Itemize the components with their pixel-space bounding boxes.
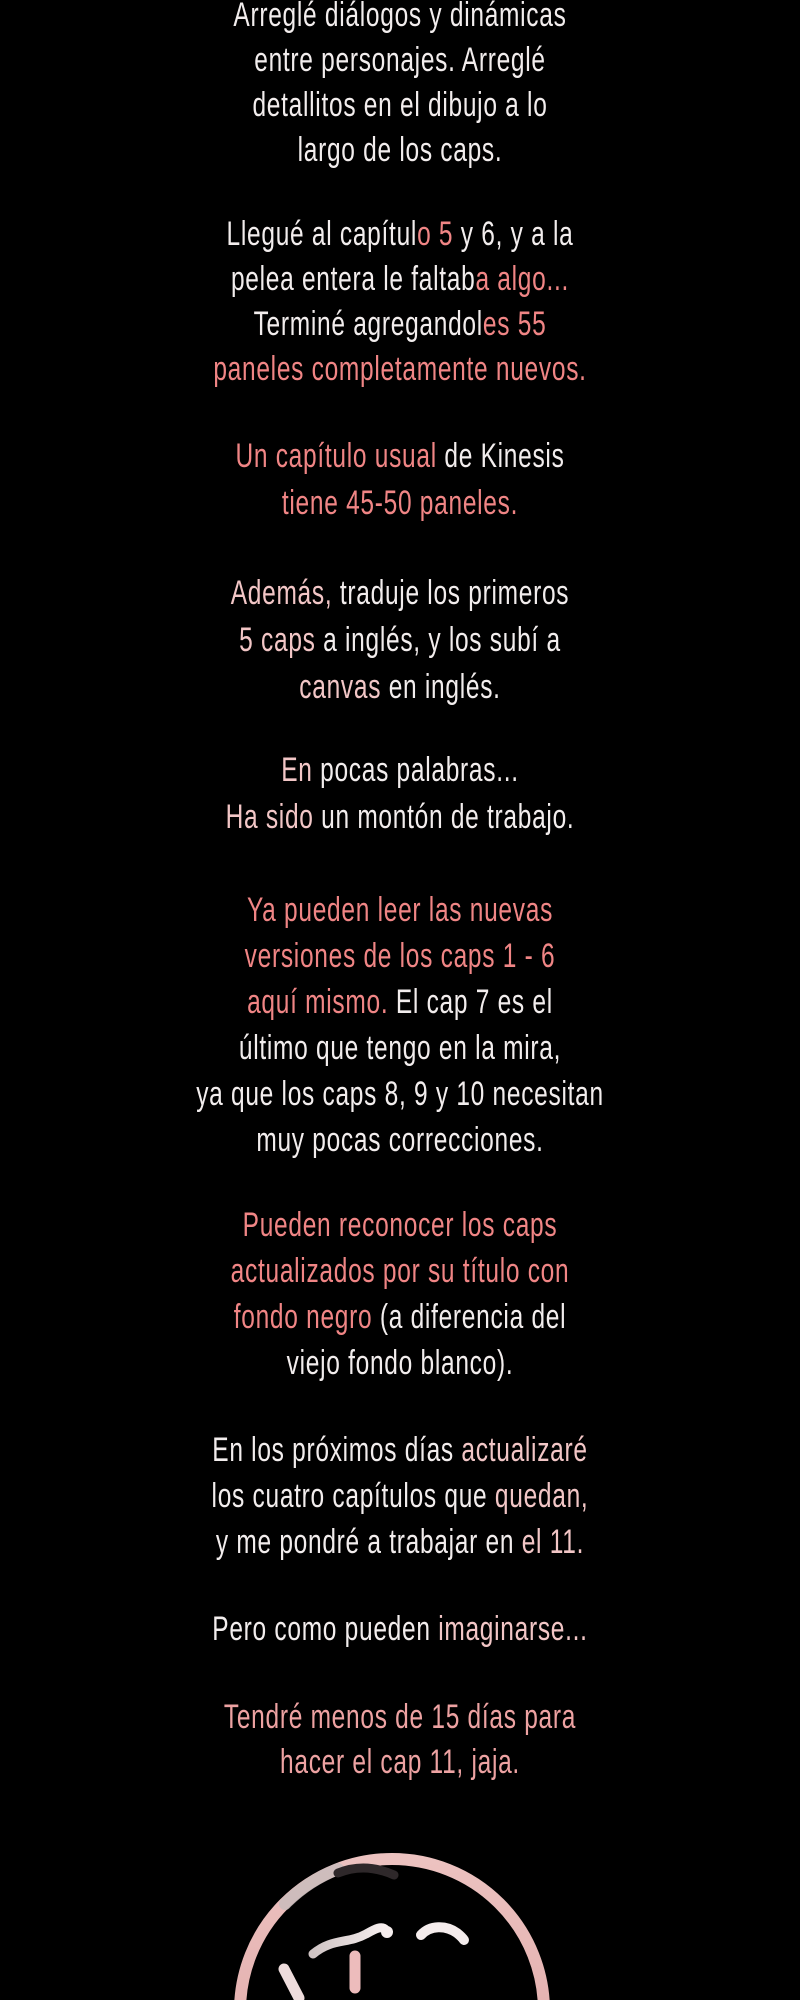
highlight-run: tiene 45-50 paneles. bbox=[281, 484, 519, 522]
text-run: El cap 7 es el bbox=[388, 983, 553, 1021]
text-run: Llegué al capítul bbox=[226, 215, 418, 253]
text-run: entre personajes. Arreglé bbox=[254, 41, 546, 79]
text-run: largo de los caps. bbox=[297, 131, 503, 169]
highlight-run: Un capítulo usual bbox=[235, 437, 437, 475]
highlight-run: actualizados por su título con bbox=[230, 1252, 570, 1290]
highlight-run: el 11. bbox=[521, 1523, 585, 1561]
text-run: y 6, y a la bbox=[453, 215, 574, 253]
text-run: muy pocas correcciones. bbox=[256, 1121, 544, 1159]
text-run: en inglés. bbox=[381, 668, 501, 706]
text-line bbox=[112, 1340, 688, 1386]
text-line bbox=[112, 1695, 688, 1740]
highlight-run: Ya pueden leer las nuevas bbox=[246, 891, 554, 929]
left-eyebrow-dot bbox=[381, 1926, 393, 1938]
highlight-run: a algo... bbox=[475, 260, 570, 298]
text-run: Terminé agregandol bbox=[253, 305, 483, 343]
text-line bbox=[112, 1071, 688, 1117]
text-line bbox=[112, 83, 688, 128]
text-line bbox=[112, 128, 688, 173]
text-run: ya que los caps 8, 9 y 10 necesitan bbox=[196, 1075, 604, 1113]
text-run: los cuatro capítulos que bbox=[211, 1477, 495, 1515]
paragraph-usual-chapter bbox=[112, 433, 688, 527]
text-run: de Kinesis bbox=[436, 437, 565, 475]
worried-face-illustration bbox=[180, 1845, 600, 2000]
text-line bbox=[112, 1473, 688, 1519]
text-line bbox=[112, 0, 688, 38]
text-line bbox=[112, 794, 688, 841]
paragraph-next-days bbox=[112, 1427, 688, 1565]
text-line bbox=[112, 747, 688, 794]
highlight-run: Tendré menos de 15 días para bbox=[223, 1698, 577, 1736]
text-run: pelea entera le faltab bbox=[230, 260, 476, 298]
text-line bbox=[112, 617, 688, 664]
text-line bbox=[112, 38, 688, 83]
paragraph-chapters-5-6 bbox=[112, 212, 688, 392]
highlight-run: Además, bbox=[230, 574, 333, 612]
text-line bbox=[112, 1519, 688, 1565]
paragraph-read-now bbox=[112, 887, 688, 1163]
left-eyebrow bbox=[313, 1928, 386, 1954]
text-line bbox=[112, 664, 688, 711]
highlight-run: quedan, bbox=[494, 1477, 589, 1515]
text-run: un montón de trabajo. bbox=[313, 798, 575, 836]
paragraph-deadline bbox=[112, 1695, 688, 1785]
highlight-run: es 55 bbox=[482, 305, 547, 343]
highlight-run: canvas bbox=[299, 668, 382, 706]
highlight-run: En bbox=[281, 751, 313, 789]
text-line bbox=[112, 480, 688, 527]
text-line bbox=[112, 347, 688, 392]
text-line bbox=[112, 979, 688, 1025]
text-run: Arreglé diálogos y dinámicas bbox=[233, 0, 567, 34]
text-line bbox=[112, 257, 688, 302]
paragraph-imagine bbox=[112, 1607, 688, 1652]
highlight-run: 5 caps bbox=[239, 621, 316, 659]
text-run: (a diferencia del bbox=[372, 1298, 567, 1336]
highlight-run: o 5 bbox=[417, 215, 454, 253]
text-line bbox=[112, 1117, 688, 1163]
cheek-stroke bbox=[284, 1969, 299, 1998]
text-line bbox=[112, 1740, 688, 1785]
paragraph-intro-fixes bbox=[112, 0, 688, 173]
highlight-run: aquí mismo. bbox=[247, 983, 389, 1021]
highlight-run: fondo negro bbox=[233, 1298, 373, 1336]
highlight-run: versiones de los caps 1 - 6 bbox=[244, 937, 556, 975]
text-line bbox=[112, 1607, 688, 1652]
paragraph-translation bbox=[112, 570, 688, 711]
highlight-run: hacer el cap 11, jaja. bbox=[280, 1743, 520, 1781]
face-inner-shadow bbox=[338, 1868, 394, 1875]
text-run: detallitos en el dibujo a lo bbox=[252, 86, 548, 124]
text-run: En los próximos días bbox=[212, 1431, 462, 1469]
paragraph-summary bbox=[112, 747, 688, 841]
face-outline-highlight bbox=[285, 1869, 338, 1904]
text-line bbox=[112, 570, 688, 617]
text-run: Pero como pueden bbox=[212, 1610, 439, 1648]
text-line bbox=[112, 1202, 688, 1248]
text-line bbox=[112, 1025, 688, 1071]
paragraph-recognize-caps bbox=[112, 1202, 688, 1386]
right-eyebrow bbox=[421, 1927, 464, 1940]
text-run: a inglés, y los subí a bbox=[315, 621, 561, 659]
highlight-run: Pueden reconocer los caps bbox=[242, 1206, 558, 1244]
text-run: último que tengo en la mira, bbox=[238, 1029, 562, 1067]
highlight-run: Ha sido bbox=[225, 798, 314, 836]
text-line bbox=[112, 933, 688, 979]
text-line bbox=[112, 1427, 688, 1473]
text-run: y me pondré a trabajar en bbox=[215, 1523, 522, 1561]
highlight-run: paneles completamente nuevos. bbox=[213, 350, 587, 388]
text-line bbox=[112, 1294, 688, 1340]
text-run: viejo fondo blanco). bbox=[286, 1344, 514, 1382]
highlight-run: actualizaré bbox=[461, 1431, 588, 1469]
text-run: traduje los primeros bbox=[332, 574, 570, 612]
highlight-run: imaginarse... bbox=[438, 1610, 588, 1648]
text-line bbox=[112, 302, 688, 347]
text-line bbox=[112, 212, 688, 257]
text-run: pocas palabras... bbox=[312, 751, 519, 789]
text-line bbox=[112, 1248, 688, 1294]
text-line bbox=[112, 433, 688, 480]
text-line bbox=[112, 887, 688, 933]
